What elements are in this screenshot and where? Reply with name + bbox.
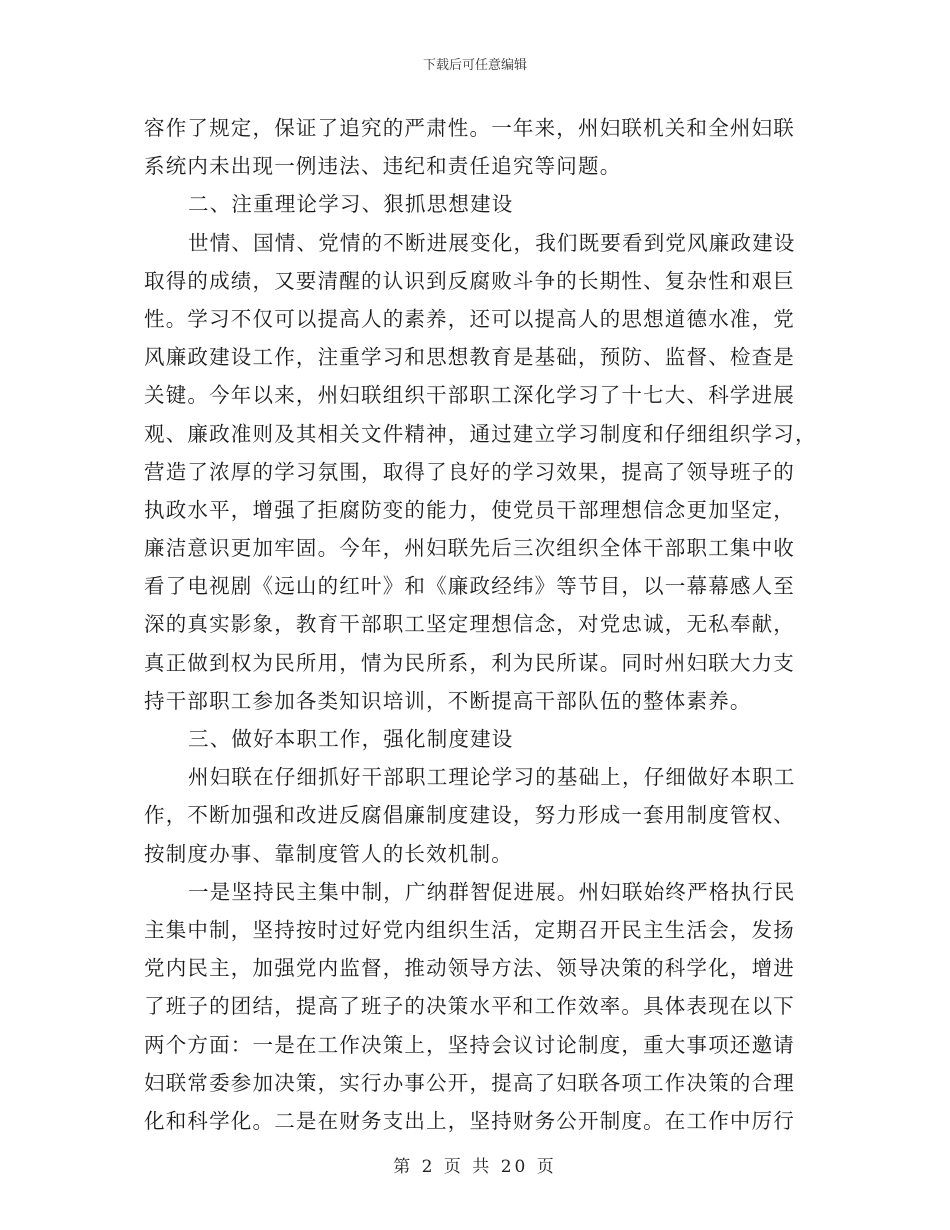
body-line: 党内民主，加强党内监督，推动领导方法、领导决策的科学化，增进 bbox=[144, 956, 795, 981]
body-line: 按制度办事、靠制度管人的长效机制。 bbox=[144, 841, 513, 866]
section-heading: 二、注重理论学习、狠抓思想建设 bbox=[188, 192, 514, 217]
page-footer: 第 2 页 共 20 页 bbox=[393, 1157, 557, 1177]
body-line: 营造了浓厚的学习氛围，取得了良好的学习效果，提高了领导班子的 bbox=[144, 459, 795, 484]
section-heading: 三、做好本职工作，强化制度建设 bbox=[188, 727, 514, 751]
body-line: 观、廉政准则及其相关文件精神，通过建立学习制度和仔细组织学习， bbox=[144, 421, 817, 446]
body-line: 化和科学化。二是在财务支出上，坚持财务公开制度。在工作中厉行 bbox=[144, 1108, 795, 1133]
body-line: 两个方面：一是在工作决策上，坚持会议讨论制度，重大事项还邀请 bbox=[144, 1032, 795, 1057]
body-line: 取得的成绩，又要清醒的认识到反腐败斗争的长期性、复杂性和艰巨 bbox=[144, 268, 795, 293]
body-line: 妇联常委参加决策，实行办事公开，提高了妇联各项工作决策的合理 bbox=[144, 1070, 795, 1095]
document-body bbox=[144, 109, 817, 1140]
paragraph-first-line: 一是坚持民主集中制，广纳群智促进展。州妇联始终严格执行民 bbox=[188, 879, 796, 904]
body-line: 廉洁意识更加牢固。今年，州妇联先后三次组织全体干部职工集中收 bbox=[144, 536, 795, 561]
body-line: 了班子的团结，提高了班子的决策水平和工作效率。具体表现在以下 bbox=[144, 994, 795, 1019]
body-line: 系统内未出现一例违法、违纪和责任追究等问题。 bbox=[144, 154, 622, 179]
paragraph-first-line: 世情、国情、党情的不断进展变化，我们既要看到党风廉政建设 bbox=[188, 230, 796, 255]
body-line: 持干部职工参加各类知识培训，不断提高干部队伍的整体素养。 bbox=[144, 688, 752, 713]
body-line: 容作了规定，保证了追究的严肃性。一年来，州妇联机关和全州妇联 bbox=[144, 116, 795, 140]
body-line: 风廉政建设工作，注重学习和思想教育是基础，预防、监督、检查是 bbox=[144, 345, 795, 370]
body-line: 性。学习不仅可以提高人的素养，还可以提高人的思想道德水准，党 bbox=[144, 306, 795, 331]
body-line: 执政水平，增强了拒腐防变的能力，使党员干部理想信念更加坚定， bbox=[144, 497, 795, 522]
body-line: 看了电视剧《远山的红叶》和《廉政经纬》等节目，以一幕幕感人至 bbox=[144, 574, 795, 599]
paragraph-first-line: 州妇联在仔细抓好干部职工理论学习的基础上，仔细做好本职工 bbox=[188, 765, 796, 790]
page-header: 下载后可任意编辑 bbox=[422, 58, 527, 73]
body-line: 主集中制，坚持按时过好党内组织生活，定期召开民主生活会，发扬 bbox=[144, 917, 795, 942]
body-line: 深的真实影象，教育干部职工坚定理想信念，对党忠诚，无私奉献， bbox=[144, 612, 795, 637]
body-line: 作，不断加强和改进反腐倡廉制度建设，努力形成一套用制度管权、 bbox=[144, 803, 795, 828]
body-line: 关键。今年以来，州妇联组织干部职工深化学习了十七大、科学进展 bbox=[144, 383, 795, 408]
body-line: 真正做到权为民所用，情为民所系，利为民所谋。同时州妇联大力支 bbox=[144, 650, 795, 675]
